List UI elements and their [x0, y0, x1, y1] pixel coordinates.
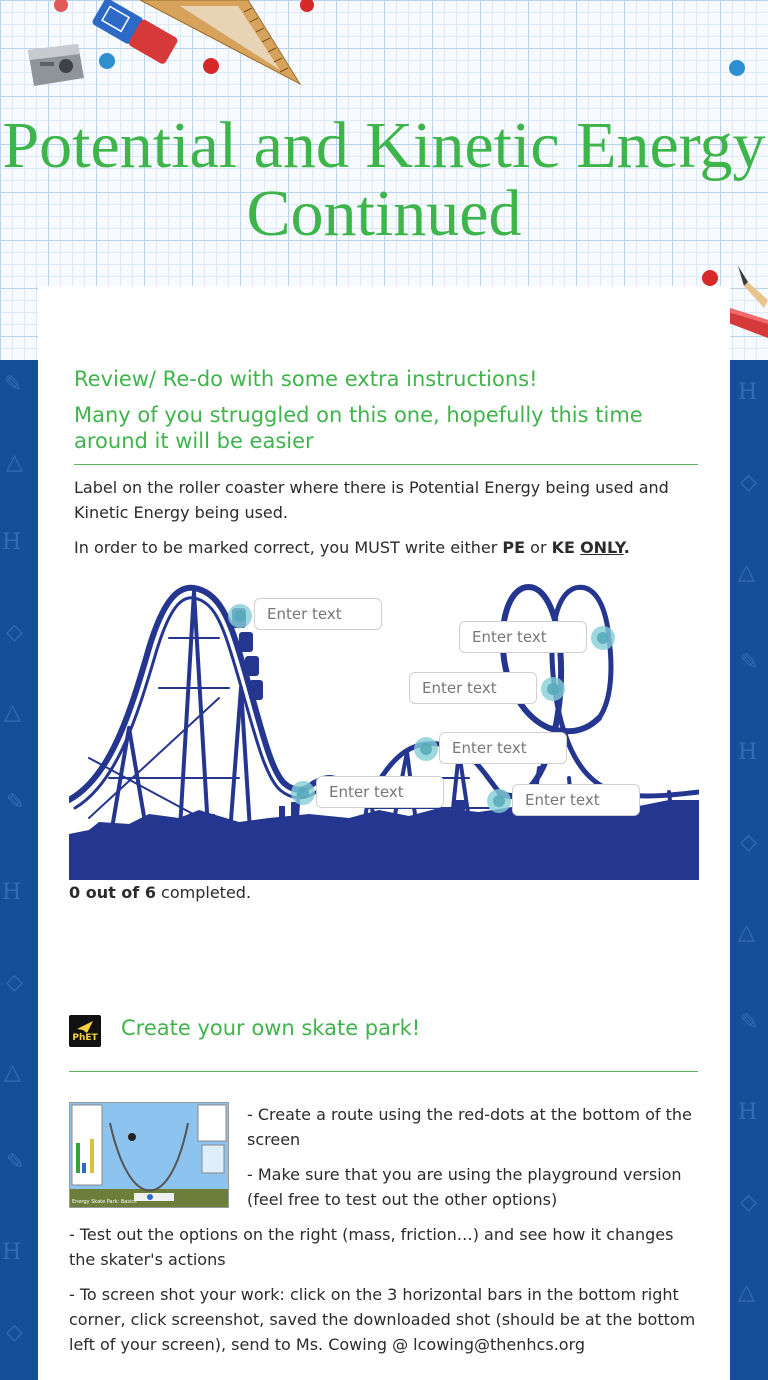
phet-logo-icon: [69, 1015, 101, 1047]
rule-ke: KE: [551, 538, 575, 557]
rule-only: ONLY: [580, 538, 624, 557]
progress-count: 0 out of 6: [69, 883, 156, 902]
label-hotspot-4[interactable]: [414, 737, 438, 761]
coaster-label-input-2[interactable]: [459, 621, 587, 653]
coaster-label-input-3[interactable]: [409, 672, 537, 704]
bullet-playground: - Make sure that you are using the playground version (feel free to test out the other options): [247, 1165, 682, 1209]
rule-or: or: [530, 538, 547, 557]
coaster-label-input-4[interactable]: [439, 732, 567, 764]
review-heading: Review/ Re-do with some extra instructions!: [74, 367, 538, 391]
roller-coaster-image: [69, 578, 699, 880]
bullet-screenshot: - To screen shot your work: click on the 3 horizontal bars in the bottom right corner, click screenshot, saved the downloaded shot (should be at the bottom left of your screen), send to Ms. Cowing @ lcowing@thenhcs.org: [69, 1285, 696, 1354]
section-divider: [74, 464, 698, 465]
progress-suffix: completed.: [155, 883, 252, 902]
section-divider-2: [69, 1071, 698, 1072]
coaster-label-input-5[interactable]: [316, 776, 444, 808]
bullet-create-route: - Create a route using the red-dots at the bottom of the screen: [247, 1105, 692, 1149]
label-hotspot-3[interactable]: [541, 677, 565, 701]
rule-period: .: [623, 538, 630, 557]
struggle-heading: Many of you struggled on this one, hopefully this time around it will be easier: [74, 403, 643, 453]
progress-status: [69, 880, 469, 905]
label-hotspot-2[interactable]: [591, 626, 615, 650]
skate-park-preview: [70, 1103, 228, 1207]
page-title: Potential and Kinetic Energy Continued: [2, 109, 766, 250]
instruction-text: Label on the roller coaster where there is Potential Energy being used and Kinetic Energy being used.: [74, 478, 669, 522]
label-hotspot-6[interactable]: [487, 789, 511, 813]
marking-rule: [74, 535, 698, 560]
simulation-thumbnail[interactable]: [69, 1102, 229, 1208]
bullet-options: - Test out the options on the right (mass, friction…) and see how it changes the skater's actions: [69, 1225, 674, 1269]
background-pattern: ✎ △ H ◇ △ ✎ H ◇ △ ✎ H ◇ H ◇ △ ✎ H ◇ △ ✎ H ◇ △: [0, 360, 768, 1380]
coaster-label-input-6[interactable]: [512, 784, 640, 816]
skate-park-heading: Create your own skate park!: [121, 1016, 421, 1040]
label-hotspot-1[interactable]: [228, 604, 252, 628]
label-hotspot-5[interactable]: [291, 781, 315, 805]
rule-prefix: In order to be marked correct, you MUST write either: [74, 538, 498, 557]
phet-logo-text: PhET: [72, 1033, 98, 1043]
simulation-title: Energy Skate Park: Basics: [72, 1199, 137, 1205]
rule-pe: PE: [502, 538, 526, 557]
coaster-label-input-1[interactable]: [254, 598, 382, 630]
